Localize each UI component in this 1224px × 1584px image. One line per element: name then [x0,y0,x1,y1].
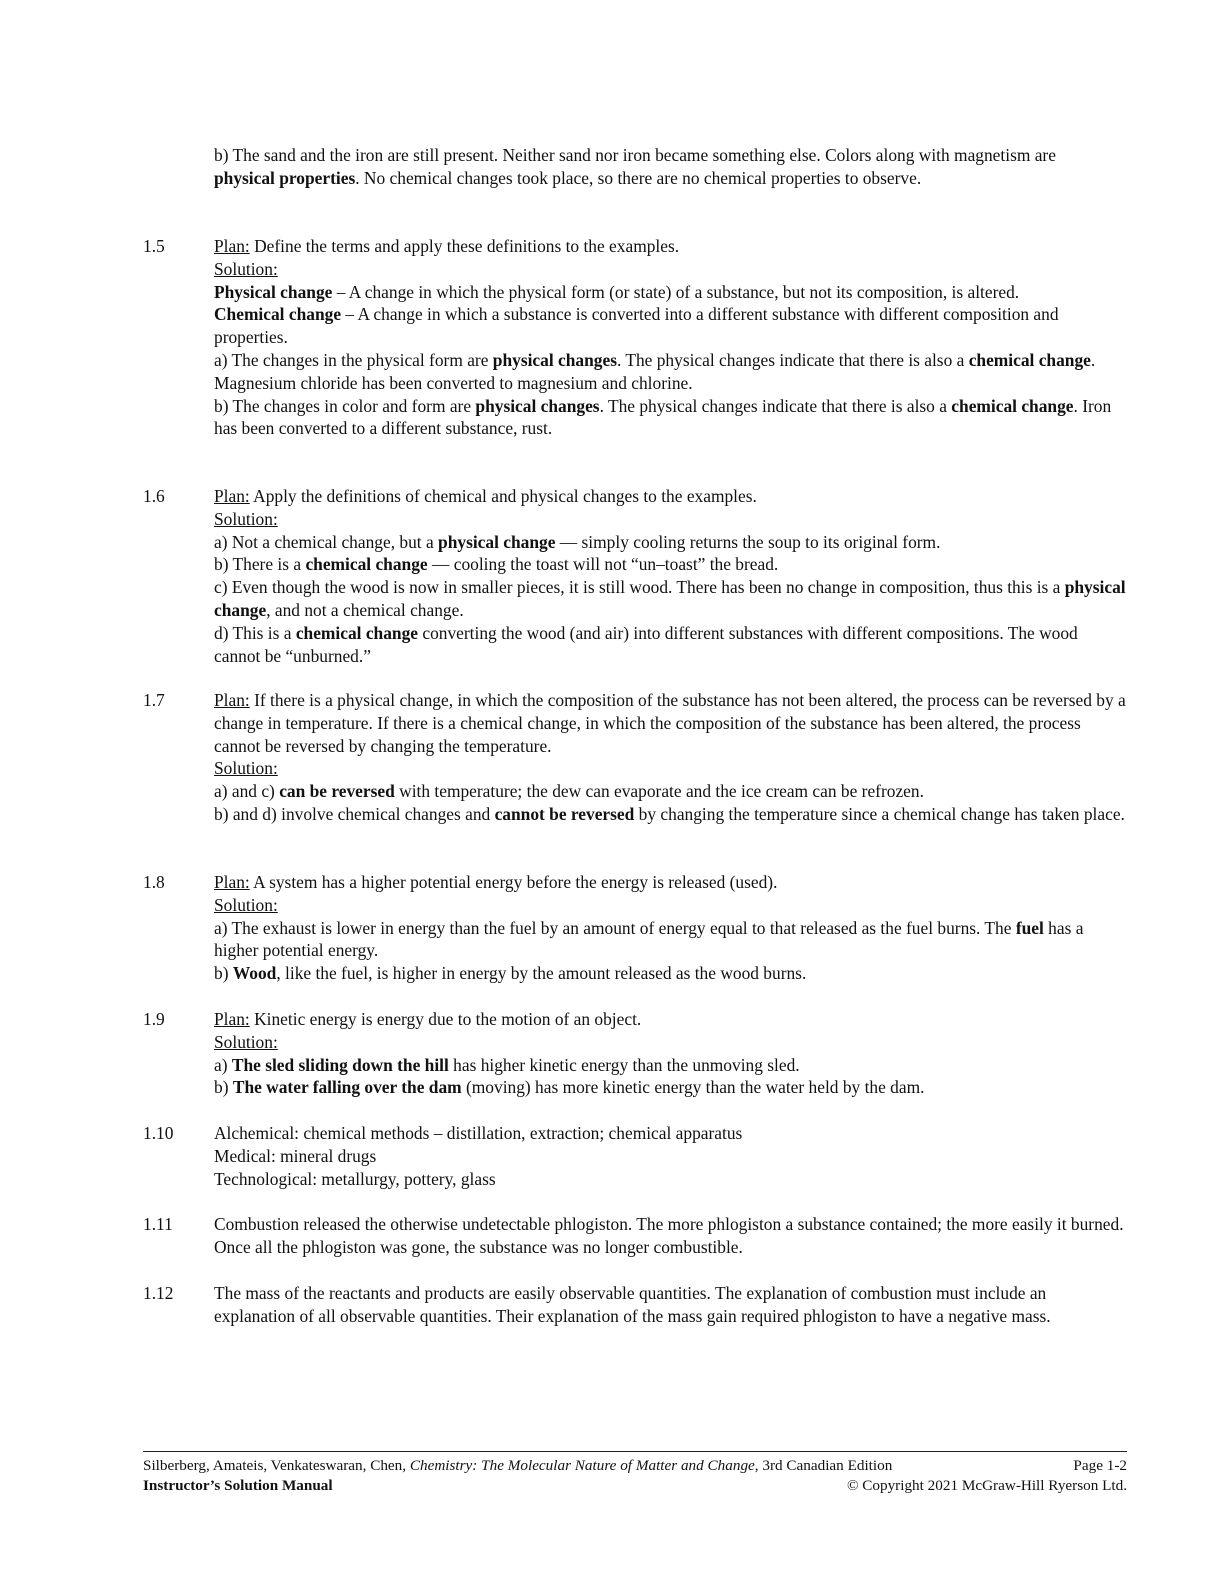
problem-1-11 [143,1213,1133,1259]
answer-c: c) Even though the wood is now in smaller pieces, it is still wood. There has been no change in composition, thus this is a physical change, and not a chemical change. [214,577,1126,620]
footer-manual: Instructor’s Solution Manual [143,1477,333,1494]
plan-label: Plan: [214,872,250,892]
solution-label: Solution: [214,258,278,279]
problem-1-10 [143,1122,1133,1190]
problem-1-5 [143,235,1133,440]
intro-text: b) The sand and the iron are still present. Neither sand nor iron became something else. Colors along with magnetism are [214,145,1056,165]
problem-number: 1.10 [143,1123,174,1143]
problem-number: 1.8 [143,872,165,892]
answer-ac: a) and c) can be reversed with temperature; the dew can evaporate and the ice cream can be refrozen. [214,781,924,802]
plan-text: Apply the definitions of chemical and physical changes to the examples. [249,486,757,506]
problem-number: 1.12 [143,1283,174,1303]
answer-b: b) Wood, like the fuel, is higher in energy by the amount released as the wood burns. [214,963,807,984]
list-item: Medical: mineral drugs [214,1145,377,1166]
solution-label: Solution: [214,894,278,915]
plan-label: Plan: [214,1009,250,1029]
plan-text: A system has a higher potential energy before the energy is released (used). [249,872,778,892]
plan-label: Plan: [214,690,250,710]
problem-1-12 [143,1282,1133,1328]
answer-b: b) The changes in color and form are physical changes. The physical changes indicate that there is also a chemical change. Iron has been converted to a different substance, rust. [214,395,1112,439]
plan-text: Define the terms and apply these definitions to the examples. [249,236,680,256]
intro-bold: physical properties [214,167,356,188]
plan-text: If there is a physical change, in which the composition of the substance has not been altered, the process can be reversed by a change in temperature. If there is a chemical change, in which the composition of the substance has been altered, the process cannot be reversed by changing the temperature. [214,690,1126,756]
list-item: Alchemical: chemical methods – distillation, extraction; chemical apparatus [214,1123,743,1143]
definition-text: – A change in which a substance is converted into a different substance with different composition and properties. [214,304,1059,348]
definition-text: – A change in which the physical form (or state) of a substance, but not its composition, is altered. [332,281,1020,302]
problem-1-7 [143,689,1133,826]
answer-bd: b) and d) involve chemical changes and cannot be reversed by changing the temperature since a chemical change has taken place. [214,803,1125,824]
page-number: Page 1-2 [1073,1457,1127,1474]
answer-a: a) The sled sliding down the hill has higher kinetic energy than the unmoving sled. [214,1054,800,1075]
problem-number: 1.5 [143,236,165,256]
solution-label: Solution: [214,758,278,779]
answer-text: Combustion released the otherwise undetectable phlogiston. The more phlogiston a substance contained; the more easily it burned. Once all the phlogiston was gone, the substance was no longer combustible. [214,1214,1124,1257]
answer-a: a) The exhaust is lower in energy than the fuel by an amount of energy equal to that released as the fuel burns. The fuel has a higher potential energy. [214,917,1084,961]
answer-text: The mass of the reactants and products are easily observable quantities. The explanation of combustion must include an explanation of all observable quantities. Their explanation of the mass gain required phlogiston to have a negative mass. [214,1283,1051,1326]
plan-text: Kinetic energy is energy due to the motion of an object. [249,1009,642,1029]
answer-a: a) Not a chemical change, but a physical change — simply cooling returns the soup to its original form. [214,531,941,552]
answer-b: b) There is a chemical change — cooling the toast will not “un–toast” the bread. [214,554,779,575]
footer-copyright: © Copyright 2021 McGraw-Hill Ryerson Ltd. [846,1477,1127,1494]
plan-label: Plan: [214,236,250,256]
answer-d: d) This is a chemical change converting the wood (and air) into different substances with different compositions. The wood cannot be “unburned.” [214,622,1078,666]
footer-citation: Silberberg, Amateis, Venkateswaran, Chen, Chemistry: The Molecular Nature of Matter and Change, 3rd Canadian Edition [143,1457,893,1474]
problem-number: 1.6 [143,486,165,506]
definition-term: Physical change [214,281,333,302]
problem-1-6 [143,485,1133,667]
problem-1-9 [143,1008,1133,1099]
problem-number: 1.7 [143,690,165,710]
page-footer [143,1451,1127,1496]
list-item: Technological: metallurgy, pottery, glass [214,1168,496,1189]
solution-label: Solution: [214,508,278,529]
problem-number: 1.11 [143,1214,173,1234]
answer-b: b) The water falling over the dam (moving) has more kinetic energy than the water held by the dam. [214,1077,925,1098]
plan-label: Plan: [214,486,250,506]
solution-label: Solution: [214,1031,278,1052]
answer-a: a) The changes in the physical form are physical changes. The physical changes indicate that there is also a chemical change. Magnesium chloride has been converted to magnesium and chlorine. [214,349,1096,393]
problem-1-8 [143,871,1133,985]
intro-text-end: . No chemical changes took place, so there are no chemical properties to observe. [355,167,922,188]
problem-number: 1.9 [143,1009,165,1029]
intro-paragraph [214,144,1104,190]
definition-term: Chemical change [214,304,342,325]
